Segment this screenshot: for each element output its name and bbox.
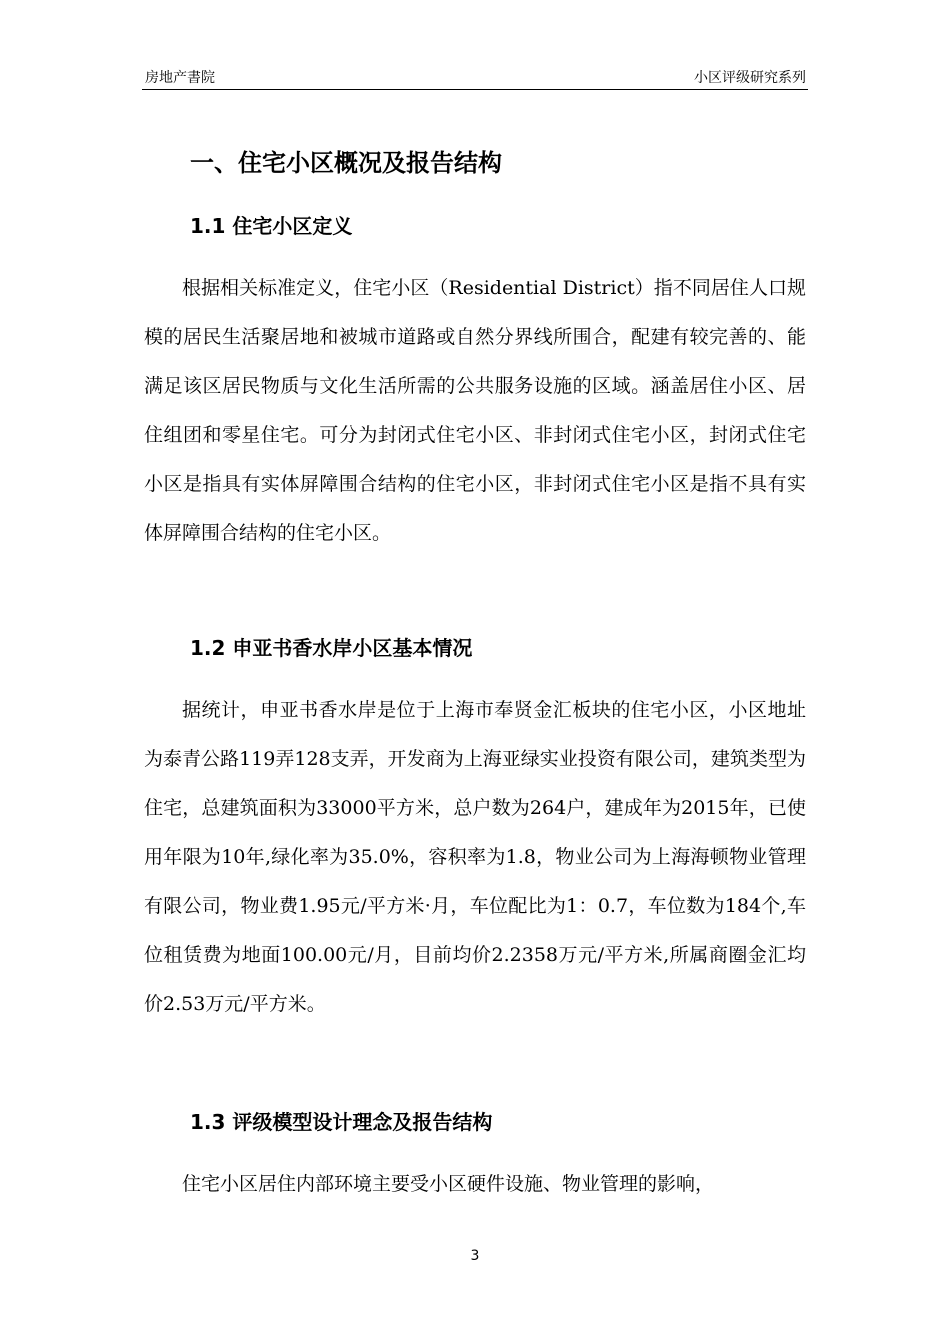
header-left-title: 房地产書院: [145, 70, 215, 86]
section-body-1-3: 住宅小区居住内部环境主要受小区硬件设施、物业管理的影响，: [182, 1173, 715, 1195]
section-body-1-1: 根据相关标准定义，住宅小区（Residential District）指不同居住人口规模的居民生活聚居地和被城市道路或自然分界线所围合，配建有较完善的、能满足该区居民物质与文化生活所需的公共服务设施的区域。涵盖居住小区、居住组团和零星住宅。可分为封闭式住宅小区、非封闭式住宅小区，封闭式住宅小区是指具有实体屏障围合结构的住宅小区，非封闭式住宅小区是指不具有实体屏障围合结构的住宅小区。: [144, 277, 806, 544]
section-body-1-2: 据统计，申亚书香水岸是位于上海市奉贤金汇板块的住宅小区，小区地址为泰青公路119弄128支弄，开发商为上海亚绿实业投资有限公司，建筑类型为住宅，总建筑面积为33000平方米，总户数为264户，建成年为2015年，已使用年限为10年,绿化率为35.0%，容积率为1.8，物业公司为上海海顿物业管理有限公司，物业费1.95元/平方米·月，车位配比为1：0.7，车位数为184个,车位租赁费为地面100.00元/月，目前均价2.2358万元/平方米,所属商圈金汇均价2.53万元/平方米。: [144, 699, 806, 1015]
header-divider: [142, 89, 808, 90]
chapter-heading: 一、住宅小区概况及报告结构: [190, 149, 502, 177]
section-heading-1-1: 1.1 住宅小区定义: [190, 214, 353, 238]
header-right-title: 小区评级研究系列: [694, 70, 806, 86]
page-number: 3: [470, 1248, 480, 1264]
section-heading-1-3: 1.3 评级模型设计理念及报告结构: [190, 1110, 493, 1134]
section-heading-1-2: 1.2 申亚书香水岸小区基本情况: [190, 636, 473, 660]
